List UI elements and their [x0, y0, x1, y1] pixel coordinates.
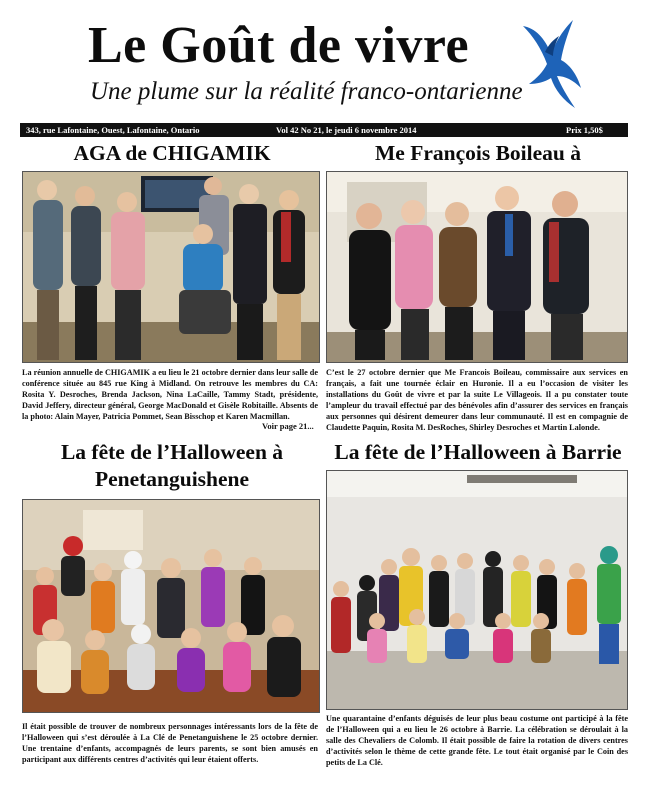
address-text: 343, rue Lafontaine, Ouest, Lafontaine, Ontario	[26, 125, 200, 135]
article-1-photo	[22, 171, 320, 363]
article-3-headline: La fête de l’Halloween à Penetanguishene	[60, 440, 284, 491]
newspaper-subtitle: Une plume sur la réalité franco-ontarienne	[90, 78, 523, 105]
article-3-photo	[22, 499, 320, 713]
price-text: Prix 1,50$	[566, 125, 603, 135]
article-2-photo	[326, 171, 628, 363]
newspaper-title: Le Goût de vivre	[88, 17, 470, 74]
bird-logo-icon	[515, 14, 587, 112]
article-2-caption: C’est le 27 octobre dernier que Me Francois Boileau, commissaire aux services en français, a fait une tournée éclair en Huronie. Il a eu l’occasion de visiter les installations du Goût de vivre et par la suite Le Villageois. Il a pu constater toute l’ampleur du travail effectué par des bénévoles afin d’assurer des services en français aux personnes qui désirent demeurer dans leur communauté. Il est en compagnie de Claudette Paquin, Rosita M. DesRoches, Shirley Desroches et Martin Lalonde.	[326, 368, 628, 432]
article-4-photo	[326, 470, 628, 710]
masthead	[0, 0, 650, 120]
article-1-continued-link[interactable]: Voir page 21...	[262, 421, 314, 431]
issue-info-bar	[20, 123, 628, 137]
article-1-headline: AGA de CHIGAMIK	[73, 141, 271, 165]
article-3-caption: Il était possible de trouver de nombreux personnages intéressants lors de la fête de l’Halloween qui s’est déroulée à La Clé de Penetanguishene le 25 octobre dernier. Une trentaine d’enfants, accompagnés de leurs parents, se sont bien amusés en participant aux différents centres d’activités qui leur étaient offerts.	[22, 722, 318, 764]
article-4-headline: La fête de l’Halloween à Barrie	[334, 440, 622, 464]
article-4-caption: Une quarantaine d’enfants déguisés de leur plus beau costume ont participé à la fête de l’Halloween qui a eu lieu le 26 octobre à Barrie. La célébration se déroulait à la salle des Chevaliers de Colomb. Il était possible de faire la rotation de divers centres d’activités selon le thème de cette grande fête. Le tout était organisé par le Coin des petits de La Clé.	[326, 714, 628, 767]
article-1-caption: La réunion annuelle de CHIGAMIK a eu lieu le 21 octobre dernier dans leur salle de conférence située au 845 rue King à Midland. On retrouve les membres du CA: Rosita Y. Desroches, Brenda Jackson, Nina LaCaille, Tammy Stadt, présidente, David Jeffery, directeur général, George MacDonald et Gisèle Robitaille. Absents de la photo: Alain Mayer, Patricia Pommet, Sean Bisschop et Karen Macmillan.	[22, 368, 318, 421]
issue-text: Vol 42 No 21, le jeudi 6 novembre 2014	[276, 125, 417, 135]
article-2-headline: Me François Boileau à	[374, 141, 581, 165]
